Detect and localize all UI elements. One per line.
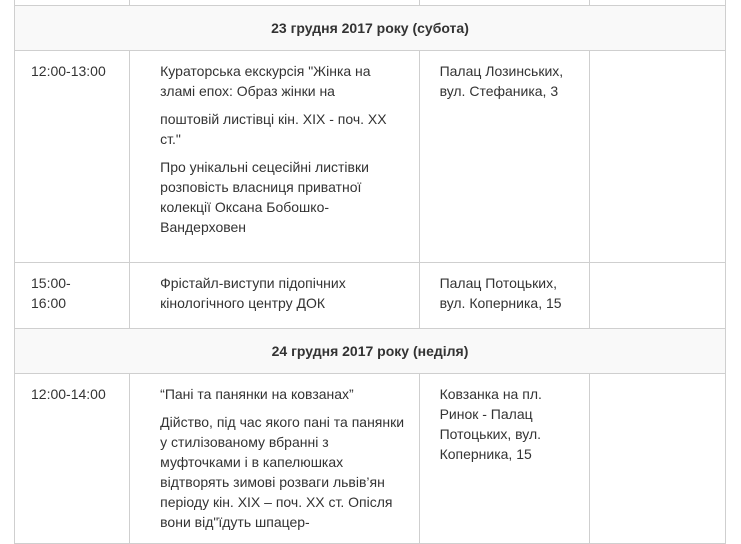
event-time: 12:00-14:00: [15, 374, 130, 544]
event-paragraph: “Пані та панянки на ковзанах”: [160, 386, 354, 402]
table-row: [15, 374, 726, 544]
event-time: 15:00-16:00: [15, 263, 130, 329]
event-paragraph: Дійство, під час якого пані та панянки у стилізованому вбранні з муфточками і в капелюшках відтворять зимові розваги львів’ян періоду кін. XIX – поч. XX ст. Опісля вони від"їдуть шпацер-: [160, 414, 405, 530]
event-place: Палац Лозинських, вул. Стефаника, 3: [419, 51, 589, 263]
event-paragraph: Про унікальні сецесійні листівки розповість власниця приватної колекції Оксана Бобошко-Вандерховен: [160, 159, 369, 235]
event-description: [130, 263, 419, 329]
event-extra: [589, 374, 725, 544]
event-paragraph: поштовій листівці кін. XIX - поч. XX ст.": [160, 111, 387, 147]
event-extra: [589, 51, 725, 263]
date-heading: 24 грудня 2017 року (неділя): [15, 329, 726, 374]
event-place: Ковзанка на пл. Ринок - Палац Потоцьких, вул. Коперника, 15: [419, 374, 589, 544]
event-extra: [589, 263, 725, 329]
event-description: [130, 51, 419, 263]
event-description: [130, 374, 419, 544]
event-paragraph: Кураторська екскурсія "Жінка на зламі епох: Образ жінки на: [160, 63, 371, 99]
date-heading: 23 грудня 2017 року (субота): [15, 6, 726, 51]
event-paragraph: Фрістайл-виступи підопічних кінологічного центру ДОК: [160, 275, 346, 311]
date-header-row: [15, 6, 726, 51]
event-place: Палац Потоцьких, вул. Коперника, 15: [419, 263, 589, 329]
date-header-row: [15, 329, 726, 374]
events-schedule-table: [14, 0, 726, 544]
table-row: [15, 263, 726, 329]
event-time: 12:00-13:00: [15, 51, 130, 263]
table-row: [15, 51, 726, 263]
